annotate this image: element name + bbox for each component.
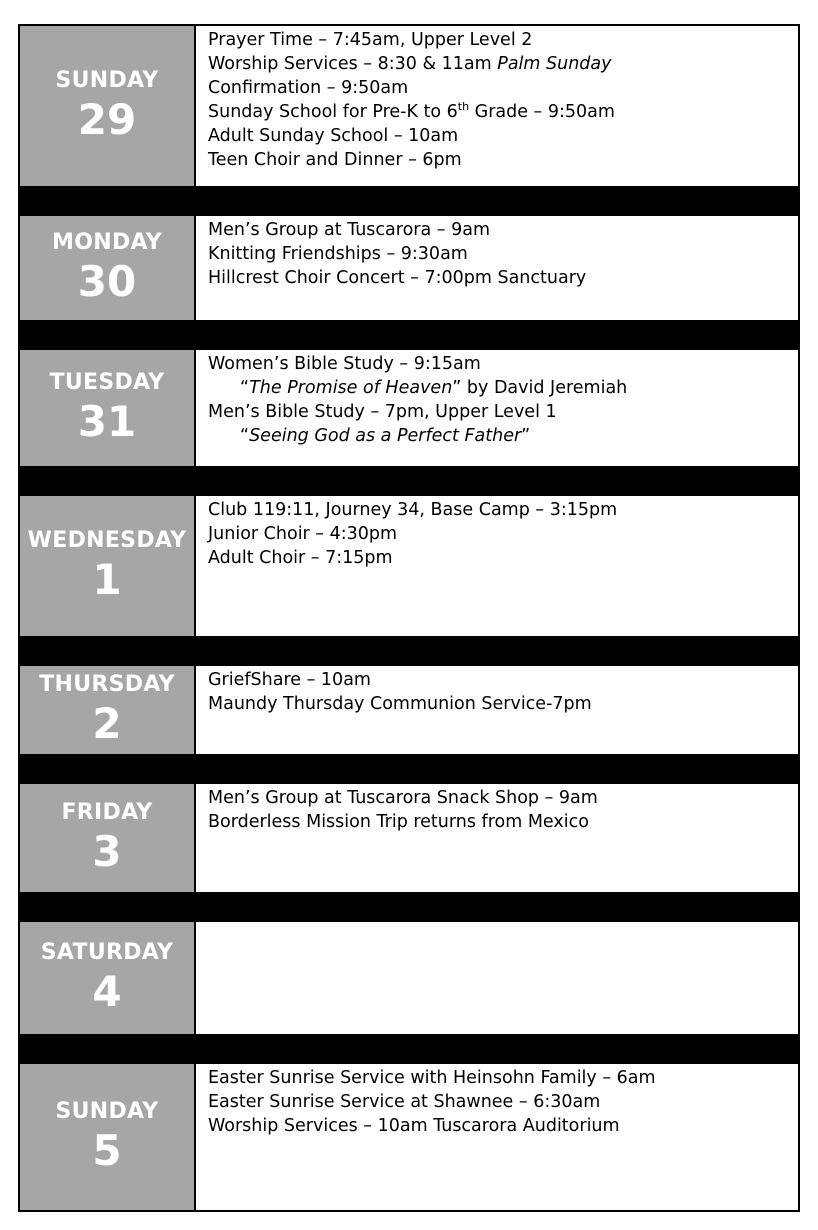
event-text: GriefShare – 10am <box>208 670 371 690</box>
event-item <box>208 424 788 448</box>
event-list <box>196 350 798 466</box>
event-list <box>196 666 798 754</box>
day-number: 3 <box>92 827 122 876</box>
day-label-cell <box>20 216 196 320</box>
day-name: SATURDAY <box>40 940 174 965</box>
event-list <box>196 784 798 892</box>
event-text: Men’s Bible Study – 7pm, Upper Level 1 <box>208 402 557 422</box>
day-label-cell <box>20 1064 196 1210</box>
day-row <box>18 214 800 322</box>
event-item <box>208 498 788 522</box>
event-text: Prayer Time – 7:45am, Upper Level 2 <box>208 30 533 50</box>
event-quote-open: “ <box>240 378 250 398</box>
event-item <box>208 52 788 76</box>
day-number: 4 <box>92 967 122 1016</box>
day-name: SUNDAY <box>55 68 159 93</box>
event-text: ” <box>521 426 531 446</box>
event-text: ” by David Jeremiah <box>452 378 628 398</box>
day-label-cell <box>20 496 196 636</box>
day-separator <box>18 1036 800 1062</box>
day-separator <box>18 756 800 782</box>
day-separator <box>18 322 800 348</box>
event-list <box>196 922 798 1034</box>
event-text: Worship Services – 8:30 & 11am <box>208 54 498 74</box>
event-text: Sunday School for Pre-K to 6 <box>208 102 458 122</box>
day-separator <box>18 188 800 214</box>
event-text: Maundy Thursday Communion Service-7pm <box>208 694 592 714</box>
event-text: Confirmation – 9:50am <box>208 78 409 98</box>
event-italic-text: The Promise of Heaven <box>249 378 453 398</box>
event-item <box>208 100 788 124</box>
day-name: TUESDAY <box>49 370 165 395</box>
event-item <box>208 522 788 546</box>
event-text: Men’s Group at Tuscarora Snack Shop – 9am <box>208 788 598 808</box>
event-item <box>208 242 788 266</box>
event-text: Men’s Group at Tuscarora – 9am <box>208 220 490 240</box>
day-name: SUNDAY <box>55 1099 159 1124</box>
event-text: Worship Services – 10am Tuscarora Auditorium <box>208 1116 620 1136</box>
day-separator <box>18 894 800 920</box>
event-text: Borderless Mission Trip returns from Mexico <box>208 812 589 832</box>
day-name: FRIDAY <box>61 800 153 825</box>
day-separator <box>18 468 800 494</box>
day-number: 1 <box>92 555 122 604</box>
day-label-cell <box>20 666 196 754</box>
event-item <box>208 124 788 148</box>
event-item <box>208 266 788 290</box>
event-list <box>196 496 798 636</box>
day-number: 31 <box>77 397 137 446</box>
event-text: Easter Sunrise Service at Shawnee – 6:30am <box>208 1092 601 1112</box>
event-superscript: th <box>457 100 470 114</box>
event-item <box>208 400 788 424</box>
event-item <box>208 1090 788 1114</box>
day-number: 30 <box>77 257 137 306</box>
event-text: Easter Sunrise Service with Heinsohn Family – 6am <box>208 1068 656 1088</box>
event-item <box>208 352 788 376</box>
weekly-schedule <box>18 24 800 1212</box>
event-text-after: Grade – 9:50am <box>469 102 615 122</box>
day-number: 29 <box>77 95 137 144</box>
event-item <box>208 546 788 570</box>
day-row <box>18 494 800 638</box>
event-italic-text: Seeing God as a Perfect Father <box>249 426 522 446</box>
day-row <box>18 782 800 894</box>
day-label-cell <box>20 26 196 186</box>
event-text: Hillcrest Choir Concert – 7:00pm Sanctuary <box>208 268 587 288</box>
day-row <box>18 24 800 188</box>
event-item <box>208 668 788 692</box>
event-item <box>208 1066 788 1090</box>
day-row <box>18 348 800 468</box>
day-row <box>18 1062 800 1212</box>
day-label-cell <box>20 922 196 1034</box>
event-item <box>208 28 788 52</box>
event-text: Adult Choir – 7:15pm <box>208 548 393 568</box>
event-item <box>208 76 788 100</box>
day-row <box>18 664 800 756</box>
day-name: MONDAY <box>52 230 162 255</box>
event-italic-text: Palm Sunday <box>497 54 612 74</box>
event-text: Teen Choir and Dinner – 6pm <box>208 150 462 170</box>
day-label-cell <box>20 784 196 892</box>
event-text: Knitting Friendships – 9:30am <box>208 244 468 264</box>
day-separator <box>18 638 800 664</box>
day-name: WEDNESDAY <box>27 528 187 553</box>
event-item <box>208 376 788 400</box>
event-text: Junior Choir – 4:30pm <box>208 524 398 544</box>
day-row <box>18 920 800 1036</box>
event-item <box>208 810 788 834</box>
day-number: 2 <box>92 699 122 748</box>
event-list <box>196 26 798 186</box>
day-label-cell <box>20 350 196 466</box>
event-list <box>196 216 798 320</box>
event-quote-open: “ <box>240 426 250 446</box>
event-item <box>208 692 788 716</box>
event-item <box>208 1114 788 1138</box>
day-name: THURSDAY <box>39 672 175 697</box>
event-item <box>208 786 788 810</box>
event-list <box>196 1064 798 1210</box>
event-text: Club 119:11, Journey 34, Base Camp – 3:15pm <box>208 500 618 520</box>
event-item <box>208 218 788 242</box>
event-text: Women’s Bible Study – 9:15am <box>208 354 481 374</box>
event-item <box>208 148 788 172</box>
event-text: Adult Sunday School – 10am <box>208 126 459 146</box>
day-number: 5 <box>92 1126 122 1175</box>
